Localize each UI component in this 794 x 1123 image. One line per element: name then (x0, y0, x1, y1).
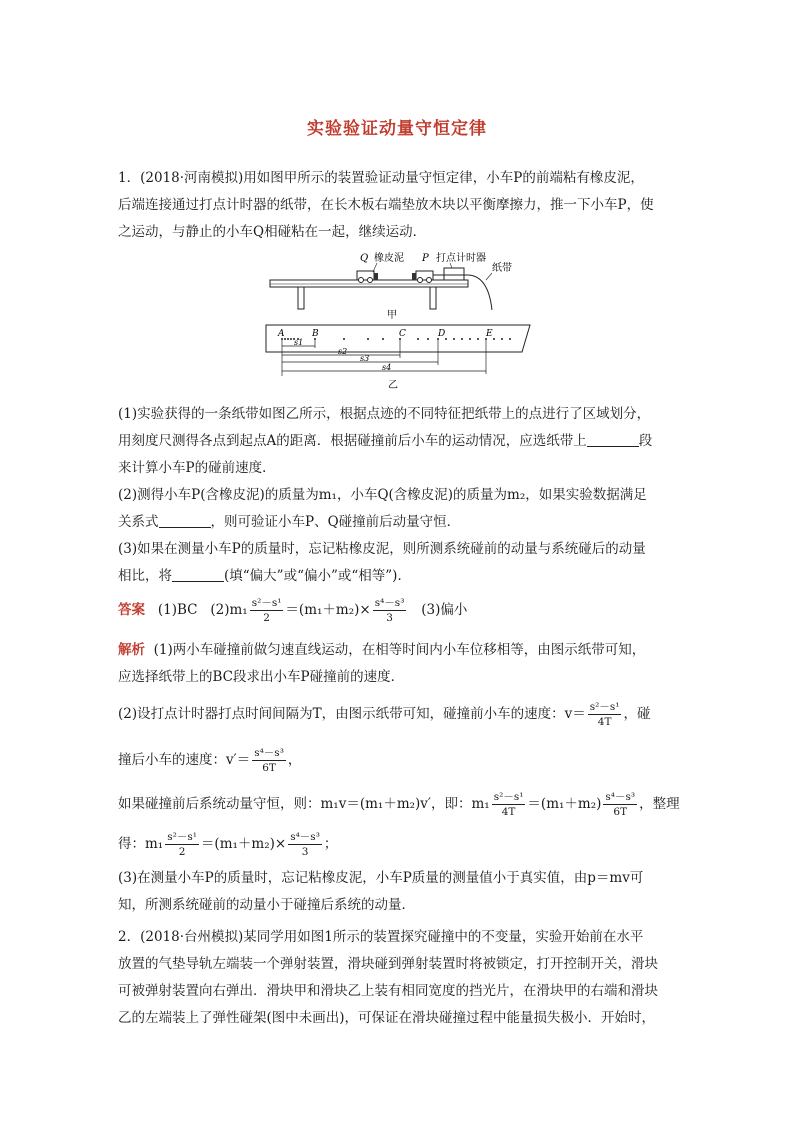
q1-figure (260, 244, 540, 394)
q1-part1-line1: (1)实验获得的一条纸带如图乙所示，根据点迹的不同特征把纸带上的点进行了区域划分， (118, 406, 651, 422)
q2-text-line4: 乙的左端装上了弹性碰架(图中未画出)，可保证在滑块碰撞过程中能量损失极小．开始时， (118, 1010, 656, 1026)
label-E: E (486, 329, 493, 339)
q1-text-line2: 后端连接通过打点计时器的纸带，在长木板右端垫放木块以平衡摩擦力，推一下小车P，使 (118, 197, 654, 213)
label-C: C (399, 329, 406, 339)
q1-part3-line1: (3)如果在测量小车P的质量时，忘记粘橡皮泥，则所测系统碰前的动量与系统碰后的动量 (118, 541, 646, 557)
analysis-line1: 解析 (1)两小车碰撞前做匀速直线运动，在相等时间内小车位移相等，由图示纸带可知， (118, 642, 646, 658)
q1-text-line3: 之运动，与静止的小车Q相碰粘在一起，继续运动． (118, 224, 427, 240)
analysis-line2: 应选择纸带上的BC段求出小车P碰撞前的速度． (118, 669, 405, 685)
label-s1: s1 (294, 338, 304, 347)
analysis-line4: 撞后小车的速度：v′＝ $\frac{\text{s⁴－s³}}{6T}$ ， (118, 747, 302, 774)
analysis-line3: (2)设打点计时器打点时间间隔为T，由图示纸带可知，碰撞前小车的速度：v＝ $\frac{\text{s²－s¹}}{4T}$ ，碰 (118, 701, 651, 728)
label-jia: 甲 (387, 310, 397, 321)
answer-line: 答案 (1)BC (2)m₁ $\frac{\text{s²－s¹}}{2}$ ＝(m₁＋m₂)× $\frac{\text{s⁴－s³}}{3}$ (3)偏小 (118, 597, 468, 624)
analysis-line8: 知，所测系统碰前的动量小于碰撞后系统的动量． (118, 897, 415, 913)
label-yi: 乙 (388, 380, 398, 391)
label-Q: Q (360, 253, 369, 264)
q1-part2-line2: 关系式 ，则可验证小车P、Q碰撞前后动量守恒． (118, 514, 461, 530)
label-s2: s2 (338, 347, 348, 356)
label-xiangpini: 橡皮泥 (374, 253, 404, 264)
label-tape: 纸带 (492, 263, 512, 274)
label-P: P (422, 253, 429, 264)
q1-part1-line2: 用刻度尺测得各点到起点A的距离．根据碰撞前后小车的运动情况，应选纸带上 段 (118, 433, 653, 449)
label-timer: 打点计时器 (436, 253, 486, 264)
q1-part1-line3: 来计算小车P的碰前速度． (118, 460, 276, 476)
answer-blank-2[interactable] (159, 513, 211, 528)
answer-blank-3[interactable] (172, 567, 224, 582)
label-s4: s4 (382, 363, 392, 372)
analysis-line5: 如果碰撞前后系统动量守恒，则：m₁v＝(m₁＋m₂)v′，即：m₁ $\frac{\text{s²－s¹}}{4T}$ ＝(m₁＋m₂) $\frac{\text{s⁴－s³}}{6T}$ ，整理 (118, 791, 680, 818)
answer-blank-1[interactable] (587, 432, 639, 447)
answer-label: 答案 (118, 602, 145, 618)
page-title: 实验验证动量守恒定律 (307, 119, 487, 139)
analysis-line7: (3)在测量小车P的质量时，忘记粘橡皮泥，小车P质量的测量值小于真实值，由p＝mv可 (118, 870, 644, 886)
q2-text-line3: 可被弹射装置向右弹出．滑块甲和滑块乙上装有相同宽度的挡光片，在滑块甲的右端和滑块 (118, 983, 658, 999)
analysis-label: 解析 (118, 642, 145, 658)
q1-text-line1: 1．(2018·河南模拟)用如图甲所示的装置验证动量守恒定律，小车P的前端粘有橡皮泥， (118, 170, 644, 186)
label-B: B (312, 329, 319, 339)
q2-text-line2: 放置的气垫导轨左端装一个弹射装置，滑块碰到弹射装置时将被锁定，打开控制开关，滑块 (118, 956, 658, 972)
q2-text-line1: 2．(2018·台州模拟)某同学用如图1所示的装置探究碰撞中的不变量，实验开始前在水平 (118, 929, 644, 945)
label-s3: s3 (360, 354, 370, 363)
label-D: D (438, 329, 446, 339)
q1-part3-line2: 相比，将 (填“偏大”或“偏小”或“相等”)． (118, 568, 411, 584)
q1-part2-line1: (2)测得小车P(含橡皮泥)的质量为m₁，小车Q(含橡皮泥)的质量为m₂，如果实验数据满足 (118, 487, 647, 503)
label-A: A (278, 329, 285, 339)
analysis-line6: 得：m₁ $\frac{\text{s²－s¹}}{2}$ ＝(m₁＋m₂)× $\frac{\text{s⁴－s³}}{3}$ ； (118, 831, 338, 858)
